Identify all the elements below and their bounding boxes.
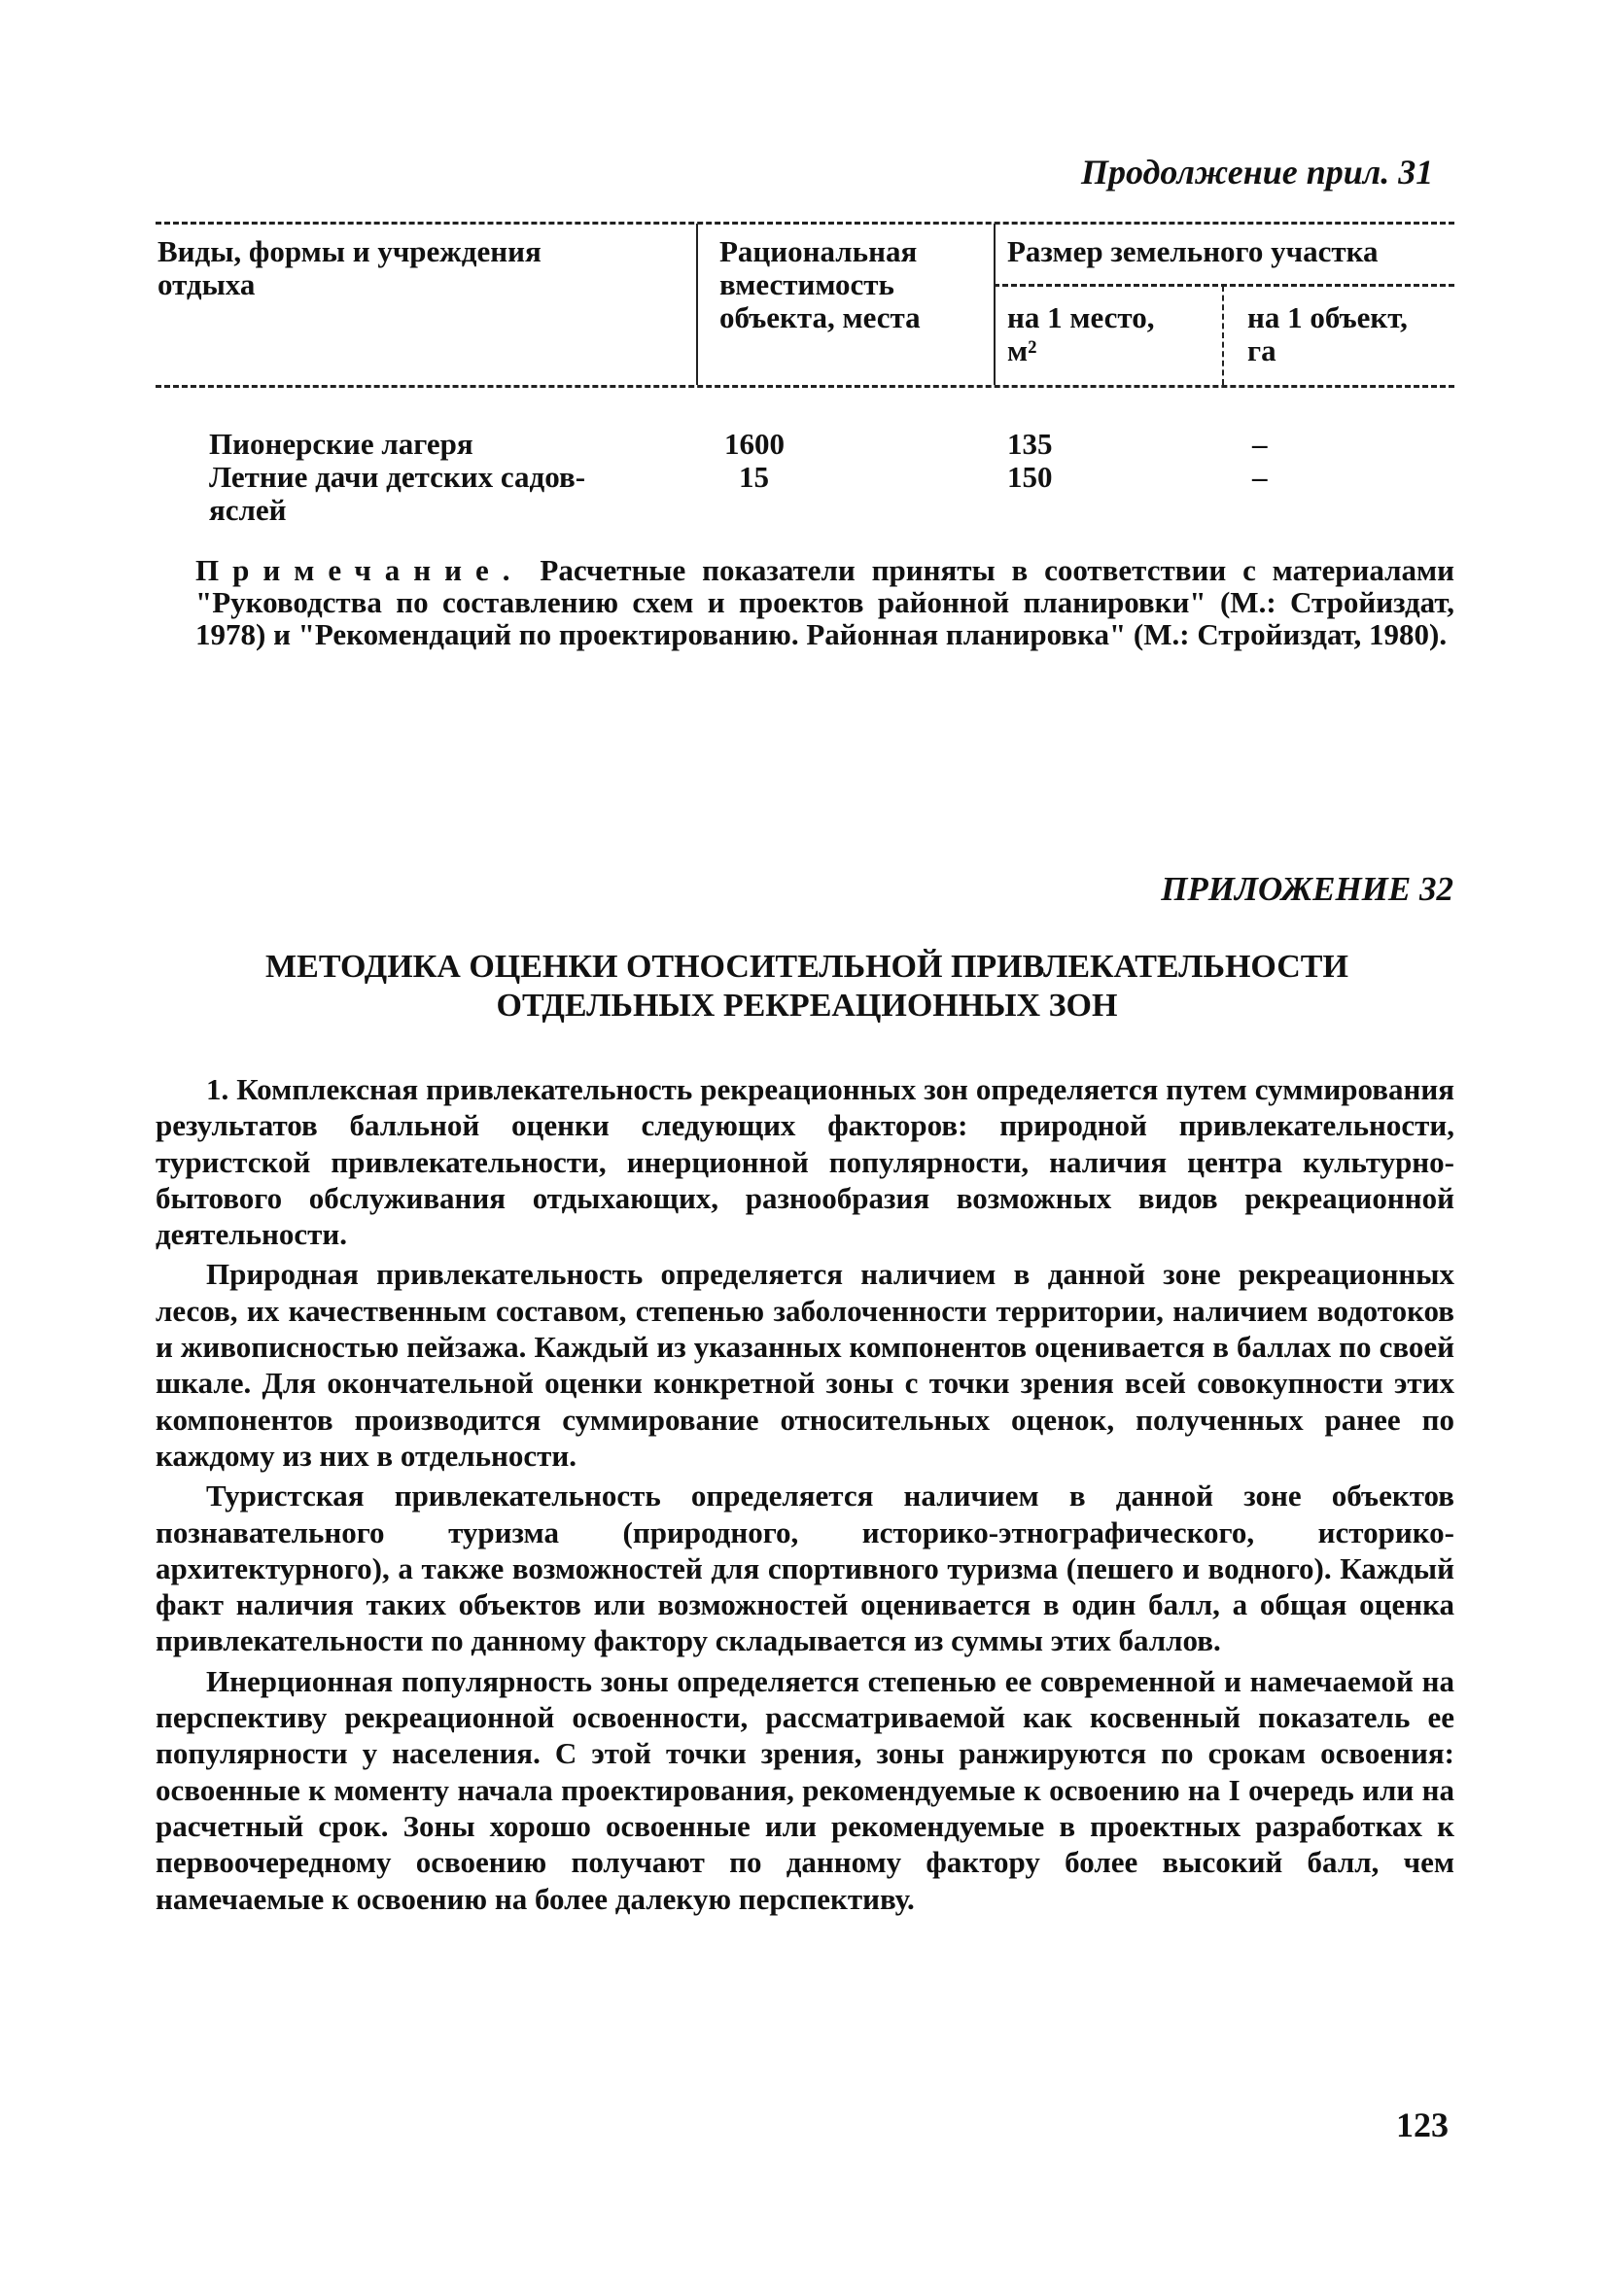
header-capacity-line1: Рациональная: [719, 234, 918, 268]
header-per-place: [1007, 301, 1154, 367]
continuation-label: Продолжение прил. 31: [1081, 153, 1434, 191]
row-name: Пионерские лагеря: [209, 427, 473, 461]
note-text: Расчетные показатели приняты в соответствии с материалами "Руководства по составлению схем и проектов районной планировки" (М.: Стройиздат, 1978) и "Рекомендаций по проектированию. Районная планировка" (М.: Стройиздат, 1980).: [195, 553, 1455, 651]
table-col-divider-2: [994, 224, 996, 385]
paragraph: Природная привлекательность определяется наличием в данной зоне рекреационных лесов, их качественным составом, степенью заболоченности территории, наличием водотоков и живописностью пейзажа. Каждый из указанных компонентов оценивается в баллах по своей шкале. Для окончательной оценки конкретной зоны с точки зрения всей совокупности этих компонентов производится суммирование относительных оценок, полученных ранее по каждому из них в отдельности.: [156, 1257, 1454, 1473]
section-title-line2: ОТДЕЛЬНЫХ РЕКРЕАЦИОННЫХ ЗОН: [496, 988, 1118, 1024]
header-types-line1: Виды, формы и учреждения: [157, 234, 542, 268]
row-name: [209, 461, 617, 527]
row-capacity: 15: [739, 460, 769, 494]
body-text: [156, 1071, 1454, 1921]
header-per-object: [1247, 301, 1408, 367]
row-per-place: 135: [1007, 427, 1053, 461]
header-land-size: Размер земельного участка: [1007, 234, 1379, 268]
table-header-rule: [156, 385, 1454, 388]
paragraph: 1. Комплексная привлекательность рекреационных зон определяется путем суммирования результатов балльной оценки следующих факторов: природной привлекательности, туристской привлекательности, инерционной популярности, наличия центра культурно-бытового обслуживания отдыхающих, разнообразия возможных видов рекреационной деятельности.: [156, 1072, 1454, 1252]
row-name-line2: яслей: [209, 493, 287, 527]
header-per-object-line2: га: [1247, 333, 1276, 367]
header-types: [157, 235, 542, 301]
note: [195, 554, 1454, 650]
paragraph: Инерционная популярность зоны определяется степенью ее современной и намечаемой на перспективу рекреационной освоенности, рассматриваемой как косвенный показатель ее популярности у населения. С этой точки зрения, зоны ранжируются по срокам освоения: освоенные к моменту начала проектирования, рекомендуемые к освоению на I очередь или на расчетный срок. Зоны хорошо освоенные или рекомендуемые в проектных разработках к первоочередному освоению получают по данному фактору более высокий балл, чем намечаемые к освоению на более далекую перспективу.: [156, 1663, 1454, 1916]
table-col-divider-1: [696, 224, 698, 385]
section-title: [156, 948, 1458, 1026]
table-col-divider-3: [1222, 286, 1224, 385]
header-per-object-line1: на 1 объект,: [1247, 300, 1408, 334]
row-per-place: 150: [1007, 460, 1053, 494]
row-name-line1: Летние дачи детских садов-: [209, 460, 586, 494]
table-top-rule: [156, 222, 1454, 225]
page-number: 123: [1396, 2105, 1449, 2144]
row-per-object: –: [1252, 427, 1268, 461]
paragraph: Туристская привлекательность определяется наличием в данной зоне объектов познавательного туризма (природного, историко-этнографического, историко-архитектурного), а также возможностей для спортивного туризма (пешего и водного). Каждый факт наличия таких объектов или возможностей оценивается в один балл, а общая оценка привлекательности по данному фактору складывается из суммы этих баллов.: [156, 1478, 1454, 1658]
row-capacity: 1600: [724, 427, 785, 461]
appendix-heading: ПРИЛОЖЕНИЕ 32: [1161, 870, 1453, 908]
header-capacity-line3: объекта, места: [719, 300, 921, 334]
header-per-place-line1: на 1 место,: [1007, 300, 1155, 334]
note-label: Примечание.: [195, 553, 524, 587]
header-capacity: [719, 235, 921, 334]
header-types-line2: отдыха: [157, 267, 256, 301]
header-per-place-line2: м²: [1007, 333, 1037, 367]
header-capacity-line2: вместимость: [719, 267, 894, 301]
table-subheader-rule: [994, 284, 1454, 287]
section-title-line1: МЕТОДИКА ОЦЕНКИ ОТНОСИТЕЛЬНОЙ ПРИВЛЕКАТЕЛЬНОСТИ: [265, 949, 1348, 985]
row-per-object: –: [1252, 460, 1268, 494]
